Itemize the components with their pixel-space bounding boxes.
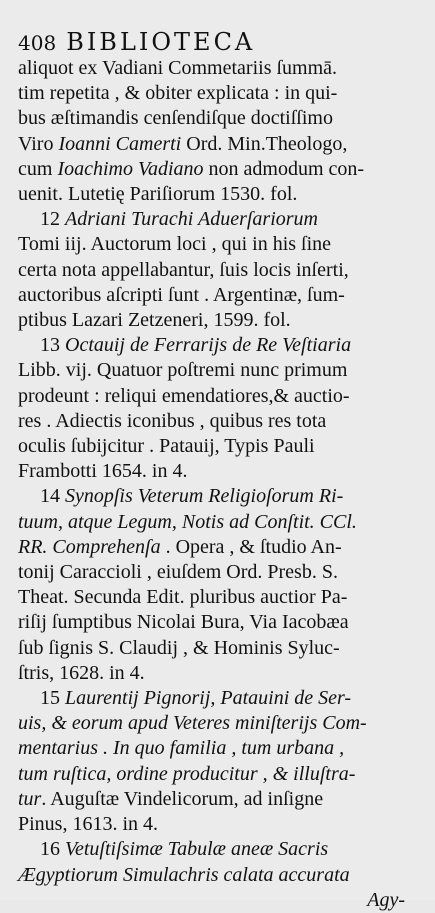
- italic-text: Ioachimo Vadiano: [57, 157, 204, 180]
- text-line: [18, 232, 423, 257]
- roman-text: Pinus, 1613. in 4.: [18, 813, 159, 836]
- italic-text: Synopſis Veterum Religioſorum Ri-: [65, 485, 344, 508]
- running-header: [18, 28, 423, 56]
- text-line: [18, 132, 423, 157]
- text-line: [18, 182, 423, 207]
- text-line: [18, 762, 423, 787]
- italic-text: mentarius . In quo familia , tum urbana ,: [18, 737, 345, 760]
- text-line: [18, 207, 423, 232]
- roman-text: tonij Caraccioli , eiuſdem Ord. Presb. S.: [18, 561, 338, 584]
- roman-text: prodeunt : reliqui emendatiores,& auctio-: [18, 384, 350, 407]
- text-line: [18, 384, 423, 409]
- italic-text: Adriani Turachi Aduerſariorum: [65, 208, 318, 231]
- text-line: [18, 686, 423, 711]
- roman-text: certa nota appellabantur, ſuis locis inſerti,: [18, 258, 349, 281]
- roman-text: uenit. Lutetię Pariſiorum 1530. fol.: [18, 183, 298, 206]
- text-line: [18, 283, 423, 308]
- italic-text: Vetuſtiſsimæ Tabulæ aneæ Sacris: [65, 838, 329, 861]
- roman-text: ptibus Lazari Zetzeneri, 1599. fol.: [18, 309, 291, 332]
- roman-text: ſtris, 1628. in 4.: [18, 661, 145, 684]
- roman-text: 16: [40, 838, 65, 861]
- text-line: [18, 258, 423, 283]
- roman-text: Frambotti 1654. in 4.: [18, 460, 188, 483]
- roman-text: riſij ſumptibus Nicolai Bura, Via Iacobæa: [18, 611, 349, 634]
- text-line: [18, 610, 423, 635]
- text-line: [18, 308, 423, 333]
- text-line: [18, 358, 423, 383]
- text-line: [18, 56, 423, 81]
- roman-text: bus æſtimandis cenſendiſque doctiſſimo: [18, 107, 333, 130]
- body-text: [18, 56, 423, 888]
- text-line: [18, 863, 423, 888]
- roman-text: Viro: [18, 132, 59, 155]
- roman-text: 14: [40, 485, 65, 508]
- text-line: [18, 434, 423, 459]
- text-line: [18, 535, 423, 560]
- italic-text: RR. Comprehenſa: [18, 535, 161, 558]
- text-line: [18, 106, 423, 131]
- text-line: [18, 711, 423, 736]
- text-line: [18, 157, 423, 182]
- roman-text: non admodum con-: [203, 157, 365, 180]
- roman-text: cum: [18, 157, 58, 180]
- italic-text: Laurentij Pignorij, Patauini de Ser-: [65, 687, 352, 710]
- text-line: [18, 736, 423, 761]
- text-line: [18, 787, 423, 812]
- roman-text: 15: [40, 687, 65, 710]
- italic-text: tum ruſtica, ordine producitur , & illuſtra-: [18, 762, 356, 785]
- italic-text: Ægyptiorum Simulachris calata accurata: [18, 863, 350, 886]
- italic-text: Ioanni Camerti: [58, 132, 182, 155]
- catchword: Agy-: [367, 888, 405, 911]
- text-line: [18, 585, 423, 610]
- roman-text: aliquot ex Vadiani Commetariis ſummā.: [18, 57, 338, 79]
- roman-text: Ord. Min.Theologo,: [181, 132, 348, 155]
- roman-text: tim repetita , & obiter explicata : in qui-: [18, 82, 338, 105]
- roman-text: 12: [40, 208, 65, 231]
- roman-text: Theat. Secunda Edit. pluribus auctior Pa-: [18, 586, 348, 609]
- running-title: BIBLIOTECA: [66, 28, 256, 56]
- text-line: [18, 409, 423, 434]
- roman-text: oculis ſubijcitur . Patauij, Typis Pauli: [18, 435, 315, 458]
- roman-text: Libb. vij. Quatuor poſtremi nunc primum: [18, 359, 348, 382]
- roman-text: auctoribus aſcripti ſunt . Argentinæ, ſum-: [18, 283, 345, 306]
- roman-text: ſub ſignis S. Claudij , & Hominis Syluc-: [18, 636, 340, 659]
- text-line: [18, 636, 423, 661]
- text-line: [18, 812, 423, 837]
- text-line: [18, 661, 423, 686]
- italic-text: Octauij de Ferrarijs de Re Veſtiaria: [65, 334, 352, 357]
- text-line: [18, 837, 423, 862]
- roman-text: . Auguſtæ Vindelicorum, ad inſigne: [41, 787, 324, 810]
- page-number: 408: [18, 31, 57, 55]
- italic-text: tuum, atque Legum, Notis ad Conſtit. CCl.: [18, 510, 357, 533]
- text-line: [18, 484, 423, 509]
- italic-text: uis, & eorum apud Veteres miniſterijs Com-: [18, 712, 367, 735]
- text-line: [18, 560, 423, 585]
- roman-text: res . Adiectis iconibus , quibus res tota: [18, 409, 327, 432]
- italic-text: tur: [18, 787, 42, 810]
- text-line: [18, 459, 423, 484]
- text-line: [18, 333, 423, 358]
- roman-text: . Opera , & ſtudio An-: [160, 535, 342, 558]
- roman-text: Tomi iij. Auctorum loci , qui in his ſine: [18, 233, 332, 256]
- text-line: [18, 510, 423, 535]
- roman-text: 13: [40, 334, 65, 357]
- text-line: [18, 81, 423, 106]
